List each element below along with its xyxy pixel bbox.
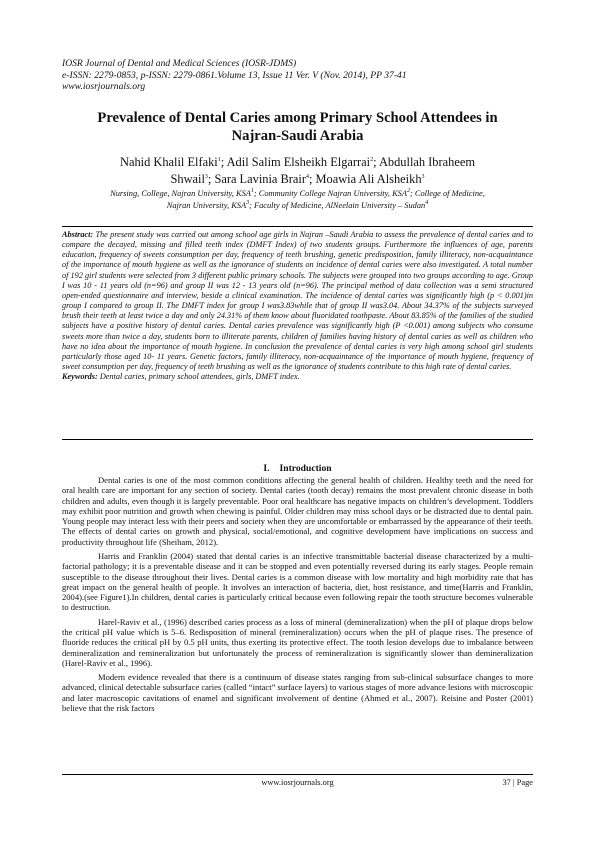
keywords-label: Keywords: xyxy=(62,372,98,382)
page-footer xyxy=(62,774,533,789)
author-1: Nahid Khalil Elfaki xyxy=(120,155,218,169)
paper-title xyxy=(62,110,533,145)
section-title: Introduction xyxy=(279,463,332,474)
journal-site: www.iosrjournals.org xyxy=(62,81,146,93)
affiliation-4-sup: 4 xyxy=(425,199,429,206)
journal-name: IOSR Journal of Dental and Medical Sciences (IOSR-JDMS) xyxy=(62,58,297,69)
author-2: ; Adil Salim Elsheikh Elgarrai xyxy=(220,155,371,169)
abstract-label: Abstract: xyxy=(62,230,94,239)
introduction-body xyxy=(62,475,533,717)
author-3: ; Abdullah Ibraheem xyxy=(373,155,475,169)
footer-url: www.iosrjournals.org xyxy=(261,778,334,787)
paragraph: Dental caries is one of the most common conditions affecting the general health of children. Healthy teeth and the need for oral health care are important for any section of society. Dental caries (tooth decay) remains the most prevalent chronic disease in both children and adults, even though it is largely preventable. Poor oral healthcare has negative impacts on children’s development. Toddlers may exhibit poor nutrition and growth when chewing is painful. Older children may miss school days or be distracted due to dental pain. Young people may interact less with their peers and society when they are uncomfortable or embarrassed by the appearance of their teeth. The effects of dental caries on growth and physical, social/emotional, and cognitive development have implications on success and productivity throughout life (Sheiham, 2012). xyxy=(62,475,533,547)
section-number: I. xyxy=(263,463,270,474)
abstract xyxy=(62,230,533,372)
affiliation-2: ; Community College Najran University, KSA xyxy=(253,189,407,198)
affiliation-2-sup: 2 xyxy=(406,188,410,195)
paragraph: Harris and Franklin (2004) stated that dental caries is an infective transmittable bacterial disease characterized by a multi-factorial pathology; it is a preventable disease and it can be stopped and even potentially reversed during its early stages. People remain susceptible to the disease throughout their lives. Dental caries is a common disease with low mortality and high morbidity rate that has great impact on the general health of people. It involves an interaction of bacteria, diet, host resistance, and time(Harris and Franklin, 2004).(see Figure1).In children, dental caries is particularly critical because even following repair the tooth structure becomes vulnerable to destruction. xyxy=(62,550,533,613)
author-2-sup: 2 xyxy=(370,156,374,163)
author-5: ; Moawia Ali Alsheikh xyxy=(308,171,422,186)
keywords-text: Dental caries, primary school attendees, girls, DMFT index. xyxy=(97,372,300,382)
paragraph: Harel-Raviv et al., (1996) described caries process as a loss of mineral (demineralization) when the pH of plaque drops below the critical pH value which is 5–6. Redisposition of mineral (remineralization) occurs when the pH of plaque rises. The presence of fluoride reduces the critical pH by 0.5 pH units, thus exerting its protective effect. The tooth lesion develops due to imbalance between demineralization and remineralization but unfortunately the process of remineralization is significantly slower than demineralization (Harel-Raviv et al., 1996). xyxy=(62,616,533,668)
affiliation-3-sup: 3 xyxy=(246,199,250,206)
title-line-1: Prevalence of Dental Caries among Primary School Attendees in xyxy=(97,110,498,126)
author-1-sup: 1 xyxy=(217,156,221,163)
affiliation-3: ; College of Medicine, xyxy=(409,189,485,198)
affiliation-1-sup: 1 xyxy=(250,188,254,195)
author-3-sup: 3 xyxy=(204,173,208,180)
author-3-cont: Shwail xyxy=(170,171,205,186)
author-5-sup: 3 xyxy=(421,173,425,180)
affiliation-1: Nursing, College, Najran University, KSA xyxy=(110,189,251,198)
author-4: ; Sara Lavinia Brair xyxy=(207,171,306,186)
affiliations xyxy=(62,188,533,211)
affiliation-4: ; Faculty of Medicine, AlNeelain University – Sudan xyxy=(249,200,426,210)
page-number: 37 | Page xyxy=(502,778,533,787)
author-list xyxy=(62,154,533,187)
affiliation-3-cont: Najran University, KSA xyxy=(166,200,247,210)
abstract-box xyxy=(62,226,533,440)
journal-issn: e-ISSN: 2279-0853, p-ISSN: 2279-0861.Volume 13, Issue 11 Ver. V (Nov. 2014), PP 37-41 xyxy=(62,69,407,81)
keywords xyxy=(62,372,533,382)
section-heading xyxy=(62,463,533,474)
paragraph: Modern evidence revealed that there is a continuum of disease states ranging from sub-clinical subsurface changes to more advanced, clinical detectable subsurface caries (called “intact” surface layers) to various stages of more advance lesions with microscopic and later macroscopic cavitations of enamel and significant involvement of dentine (Ahmed et al., 2007). Reisine and Poster (2001) believe that the risk factors xyxy=(62,672,533,713)
title-line-2: Najran-Saudi Arabia xyxy=(231,127,364,144)
journal-header xyxy=(62,58,542,93)
abstract-text: The present study was carried out among school age girls in Najran –Saudi Arabia to assess the prevalence of dental caries and to compare the decayed, missing and filled teeth index (DMFT Index) of two students groups. Furthermore the influences of age, parents education, frequency of sweets consumption per day, frequency of teeth brushing, genetic predisposition, family illiteracy, non-acquaintance of the importance of mouth hygiene as well as the ignorance of students on incidence of dental caries were also investigated. A total number of 192 girl students were selected from 3 different public primary schools. The subjects were grouped into two groups according to age. Group I was 10 - 11 years old (n=96) and group II was 12 - 13 years old (n=96). The principal method of data collection was a semi structured open-ended questionnaire and interview, beside a clinical examination. The incidence of dental caries was significantly high (p < 0.001)in group I compared to group II. The DMFT index for group I was3.83while that of group II was3.04. About 34.37% of the subjects surveyed brush their teeth at least twice a day and only 24.31% of them know about fluoridated toothpaste. About 83.85% of the families of the studied subjects have a positive history of dental caries. Dental caries prevalence was significantly high (P <0.001) among subjects who consume sweets more than twice a day, students born to illiterate parents, children of families having history of dental caries as well as children who have no idea about the importance of mouth hygiene. In conclusion the prevalence of dental caries is very high among school girl students particularly those aged 10- 11 years. Genetic factors, family illiteracy, non-acquaintance of the importance of mouth hygiene, frequency of sweet consumption per day, frequency of teeth brushing as well as the ignorance of students contribute to this high rate of dental caries. xyxy=(62,230,533,372)
author-4-sup: 4 xyxy=(305,173,309,180)
